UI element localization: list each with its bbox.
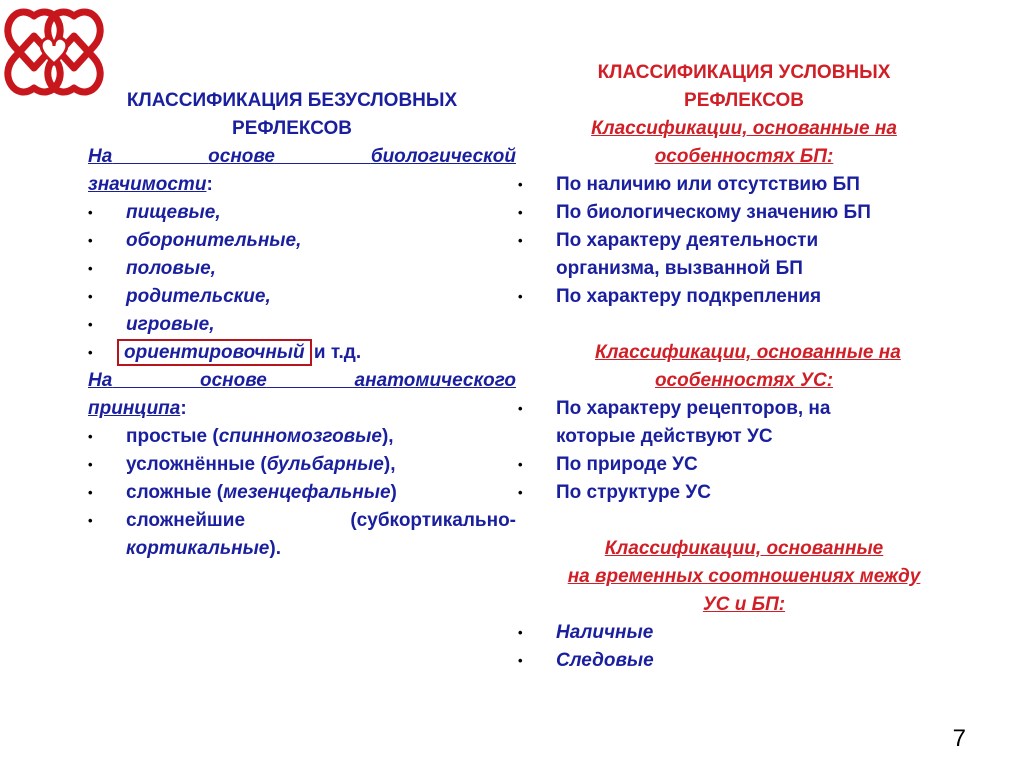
list-item xyxy=(518,451,970,479)
item-text: сложные ( xyxy=(126,482,224,503)
item-text: По характеру подкрепления xyxy=(556,286,822,307)
item-text: Наличные xyxy=(556,622,654,643)
item-text: игровые, xyxy=(126,314,215,335)
item-suffix: и т.д. xyxy=(308,342,362,363)
bullet: • xyxy=(518,205,523,220)
bullet: • xyxy=(518,289,523,304)
item-after: ). xyxy=(269,538,281,559)
list-item xyxy=(518,283,970,311)
item-italic: кортикальные xyxy=(126,538,270,559)
bullet: • xyxy=(518,233,523,248)
conditioned-reflexes-column xyxy=(518,59,970,675)
item-italic: мезенцефальные xyxy=(223,482,391,503)
bullet: • xyxy=(88,261,93,276)
item-text: простые ( xyxy=(126,426,219,447)
group2-heading-line2: особенностях УС: xyxy=(654,370,834,391)
bullet: • xyxy=(518,653,523,668)
heading-word: На xyxy=(88,146,113,167)
group3-heading-line2: на временных соотношениях между xyxy=(567,566,921,587)
item-after: ), xyxy=(381,426,394,447)
heading-tail: принципа xyxy=(88,398,181,419)
bullet: • xyxy=(518,485,523,500)
list-item xyxy=(88,227,516,255)
item-text: половые, xyxy=(126,258,216,279)
right-title: КЛАССИФИКАЦИЯ УСЛОВНЫХ РЕФЛЕКСОВ xyxy=(597,62,891,111)
heading-word: основе xyxy=(200,370,267,391)
bullet: • xyxy=(88,233,93,248)
item-text: пищевые, xyxy=(126,202,221,223)
heading-tail: значимости xyxy=(88,174,207,195)
list-item xyxy=(88,283,516,311)
spacer xyxy=(518,311,970,339)
section1-heading-line1 xyxy=(88,143,516,171)
list-item xyxy=(88,255,516,283)
item-italic: спинномозговые xyxy=(218,426,382,447)
heading-word: анатомического xyxy=(354,370,517,391)
list-item xyxy=(518,395,970,451)
item-italic: бульбарные xyxy=(266,454,384,475)
conditioned-stimulus-list xyxy=(518,395,970,507)
heading-colon: : xyxy=(180,398,187,419)
list-item xyxy=(88,423,516,451)
bullet: • xyxy=(88,457,93,472)
section1-heading-line2 xyxy=(88,171,516,199)
section2-heading-line1 xyxy=(88,367,516,395)
item-after: ) xyxy=(390,482,397,503)
item-text: родительские, xyxy=(126,286,271,307)
group1-heading-line2: особенностях БП: xyxy=(654,146,834,167)
spacer xyxy=(518,507,970,535)
list-item xyxy=(518,647,970,675)
bullet: • xyxy=(88,513,93,528)
bullet: • xyxy=(88,345,93,360)
item-text: По характеру рецепторов, на которые действуют УС xyxy=(556,398,831,447)
bullet: • xyxy=(518,625,523,640)
item-text: Следовые xyxy=(556,650,654,671)
list-item xyxy=(88,199,516,227)
biological-significance-list xyxy=(88,199,516,367)
item-text: оборонительные, xyxy=(126,230,302,251)
group2-heading-line1: Классификации, основанные на xyxy=(595,342,901,363)
item-text: усложнённые ( xyxy=(126,454,267,475)
item-text: По природе УС xyxy=(556,454,698,475)
highlighted-item: ориентировочный xyxy=(120,342,309,363)
bullet: • xyxy=(88,485,93,500)
heading-word: биологической xyxy=(370,146,516,167)
item-word: (субкортикально- xyxy=(350,510,516,531)
list-item xyxy=(518,619,970,647)
group3-heading-line3: УС и БП: xyxy=(702,594,786,615)
double-heart-logo-icon xyxy=(4,6,104,98)
bullet: • xyxy=(88,429,93,444)
list-item xyxy=(88,479,516,507)
page-number: 7 xyxy=(952,725,966,752)
unconditioned-stimulus-list xyxy=(518,171,970,311)
bullet: • xyxy=(88,205,93,220)
item-text: По структуре УС xyxy=(556,482,711,503)
heading-word: На xyxy=(88,370,113,391)
group1-heading-line1: Классификации, основанные на xyxy=(591,118,897,139)
left-title: КЛАССИФИКАЦИЯ БЕЗУСЛОВНЫХ РЕФЛЕКСОВ xyxy=(126,90,458,139)
bullet: • xyxy=(518,401,523,416)
last-item-line2 xyxy=(126,535,516,563)
heading-word: основе xyxy=(208,146,275,167)
bullet: • xyxy=(88,289,93,304)
bullet: • xyxy=(518,177,523,192)
item-text: По характеру деятельности организма, вызванной БП xyxy=(556,230,819,279)
list-item xyxy=(518,171,970,199)
unconditioned-reflexes-column xyxy=(88,87,516,563)
list-item xyxy=(518,479,970,507)
group3-heading-line1: Классификации, основанные xyxy=(604,538,884,559)
list-item xyxy=(88,339,516,367)
bullet: • xyxy=(518,457,523,472)
anatomical-principle-list xyxy=(88,423,516,563)
section2-heading-line2 xyxy=(88,395,516,423)
list-item xyxy=(88,507,516,563)
heading-colon: : xyxy=(206,174,213,195)
item-text: По биологическому значению БП xyxy=(556,202,871,223)
item-after: ), xyxy=(383,454,396,475)
list-item xyxy=(88,451,516,479)
item-word: сложнейшие xyxy=(126,510,246,531)
time-relation-list xyxy=(518,619,970,675)
list-item xyxy=(518,199,970,227)
list-item xyxy=(88,311,516,339)
item-text: По наличию или отсутствию БП xyxy=(556,174,860,195)
list-item xyxy=(518,227,970,283)
last-item-line1 xyxy=(126,507,516,535)
bullet: • xyxy=(88,317,93,332)
